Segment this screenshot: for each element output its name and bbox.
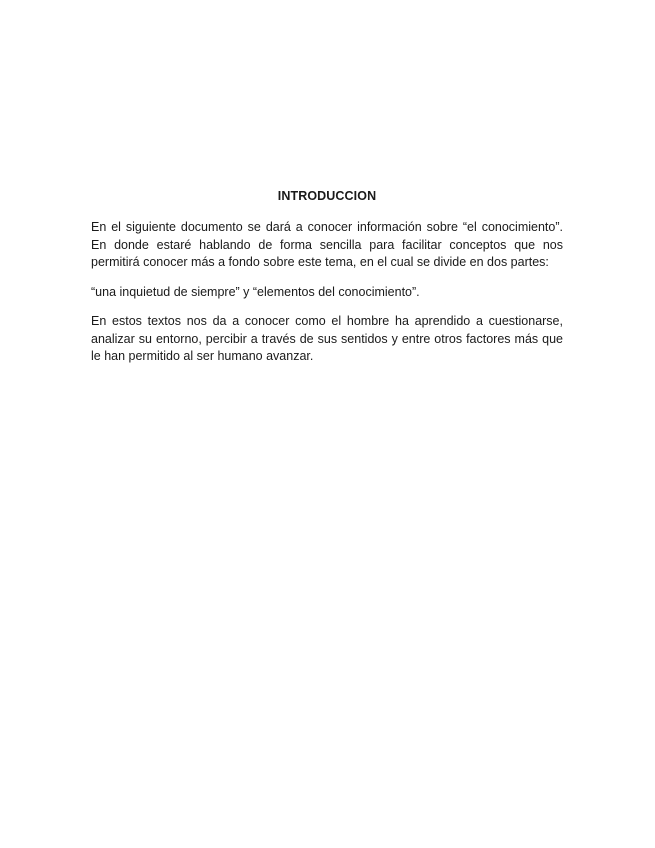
document-body bbox=[91, 189, 563, 378]
paragraph-intro: En el siguiente documento se dará a conocer información sobre “el conocimiento”. En donde estaré hablando de forma sencilla para facilitar conceptos que nos permitirá conocer más a fondo sobre este tema, en el cual se divide en dos partes: bbox=[91, 220, 563, 269]
page-title: INTRODUCCION bbox=[277, 189, 377, 203]
paragraph-parts: “una inquietud de siempre” y “elementos del conocimiento”. bbox=[91, 284, 420, 299]
paragraph-summary: En estos textos nos da a conocer como el hombre ha aprendido a cuestionarse, analizar su entorno, percibir a través de sus sentidos y entre otros factores más que le han permitido al ser humano avanzar. bbox=[91, 314, 563, 363]
